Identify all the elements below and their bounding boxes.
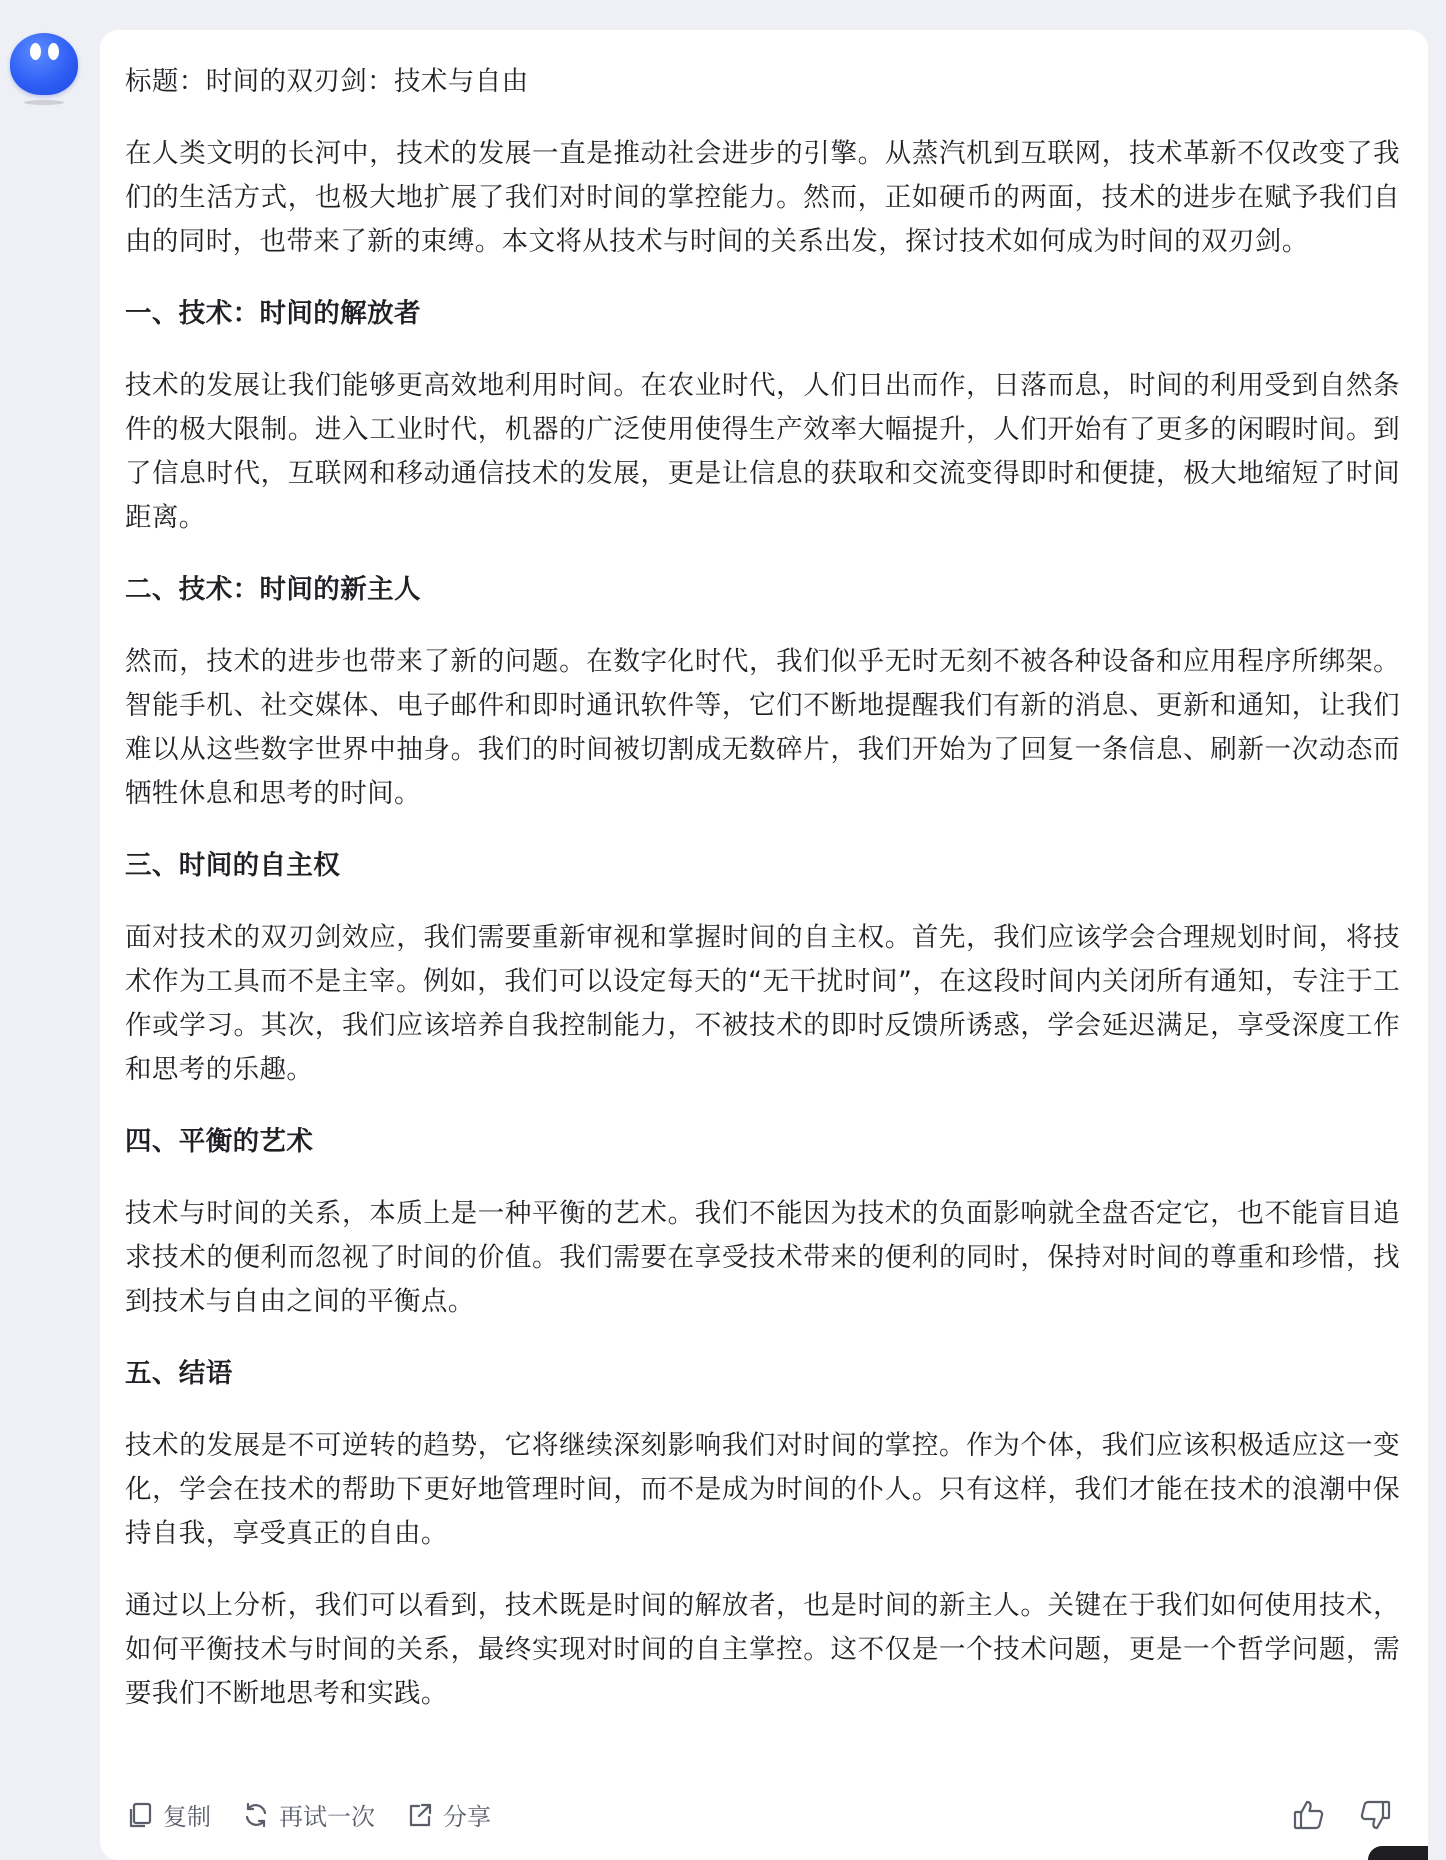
paragraph-section-5: 技术的发展是不可逆转的趋势，它将继续深刻影响我们对时间的掌控。作为个体，我们应该积极适应这一变化，学会在技术的帮助下更好地管理时间，而不是成为时间的仆人。只有这样，我们才能在技术的浪潮中保持自我，享受真正的自由。 — [125, 1430, 1400, 1549]
retry-icon — [241, 1800, 271, 1830]
section-heading-5: 五、结语 — [125, 1358, 233, 1389]
copy-icon — [125, 1800, 155, 1830]
avatar-shadow — [24, 100, 64, 105]
avatar-body — [10, 33, 78, 95]
avatar-eye-right — [48, 43, 59, 60]
thumbs-down-icon[interactable] — [1357, 1797, 1393, 1833]
message-content — [125, 60, 1400, 1744]
section-heading-2: 二、技术：时间的新主人 — [125, 574, 421, 605]
retry-button[interactable] — [241, 1797, 375, 1832]
message-title: 标题：时间的双刃剑：技术与自由 — [125, 66, 529, 97]
section-heading-1: 一、技术：时间的解放者 — [125, 298, 421, 329]
section-heading-3: 三、时间的自主权 — [125, 850, 341, 881]
section-heading-4: 四、平衡的艺术 — [125, 1126, 314, 1157]
paragraph-intro: 在人类文明的长河中，技术的发展一直是推动社会进步的引擎。从蒸汽机到互联网，技术革新不仅改变了我们的生活方式，也极大地扩展了我们对时间的掌控能力。然而，正如硬币的两面，技术的进步在赋予我们自由的同时，也带来了新的束缚。本文将从技术与时间的关系出发，探讨技术如何成为时间的双刃剑。 — [125, 138, 1400, 257]
thumbs-up-icon[interactable] — [1291, 1797, 1327, 1833]
paragraph-conclusion: 通过以上分析，我们可以看到，技术既是时间的解放者，也是时间的新主人。关键在于我们如何使用技术，如何平衡技术与时间的关系，最终实现对时间的自主掌控。这不仅是一个技术问题，更是一个哲学问题，需要我们不断地思考和实践。 — [125, 1590, 1400, 1709]
feedback-buttons — [1291, 1797, 1393, 1833]
copy-label: 复制 — [163, 1803, 211, 1831]
paragraph-section-1: 技术的发展让我们能够更高效地利用时间。在农业时代，人们日出而作，日落而息，时间的利用受到自然条件的极大限制。进入工业时代，机器的广泛使用使得生产效率大幅提升，人们开始有了更多的闲暇时间。到了信息时代，互联网和移动通信技术的发展，更是让信息的获取和交流变得即时和便捷，极大地缩短了时间距离。 — [125, 370, 1400, 533]
share-label: 分享 — [443, 1803, 491, 1831]
assistant-avatar — [10, 33, 78, 101]
paragraph-section-4: 技术与时间的关系，本质上是一种平衡的艺术。我们不能因为技术的负面影响就全盘否定它，也不能盲目追求技术的便利而忽视了时间的价值。我们需要在享受技术带来的便利的同时，保持对时间的尊重和珍惜，找到技术与自由之间的平衡点。 — [125, 1198, 1400, 1317]
copy-button[interactable] — [125, 1797, 211, 1832]
paragraph-section-3: 面对技术的双刃剑效应，我们需要重新审视和掌握时间的自主权。首先，我们应该学会合理规划时间，将技术作为工具而不是主宰。例如，我们可以设定每天的“无干扰时间”，在这段时间内关闭所有通知，专注于工作或学习。其次，我们应该培养自我控制能力，不被技术的即时反馈所诱惑，学会延迟满足，享受深度工作和思考的乐趣。 — [125, 922, 1400, 1085]
corner-indicator — [1368, 1846, 1428, 1860]
avatar-eye-left — [30, 43, 41, 60]
share-button[interactable] — [405, 1797, 491, 1832]
paragraph-section-2: 然而，技术的进步也带来了新的问题。在数字化时代，我们似乎无时无刻不被各种设备和应用程序所绑架。智能手机、社交媒体、电子邮件和即时通讯软件等，它们不断地提醒我们有新的消息、更新和通知，让我们难以从这些数字世界中抽身。我们的时间被切割成无数碎片，我们开始为了回复一条信息、刷新一次动态而牺牲休息和思考的时间。 — [125, 646, 1400, 809]
retry-label: 再试一次 — [279, 1803, 375, 1831]
share-icon — [405, 1800, 435, 1830]
message-actions — [125, 1797, 491, 1832]
assistant-message-card — [100, 30, 1428, 1860]
